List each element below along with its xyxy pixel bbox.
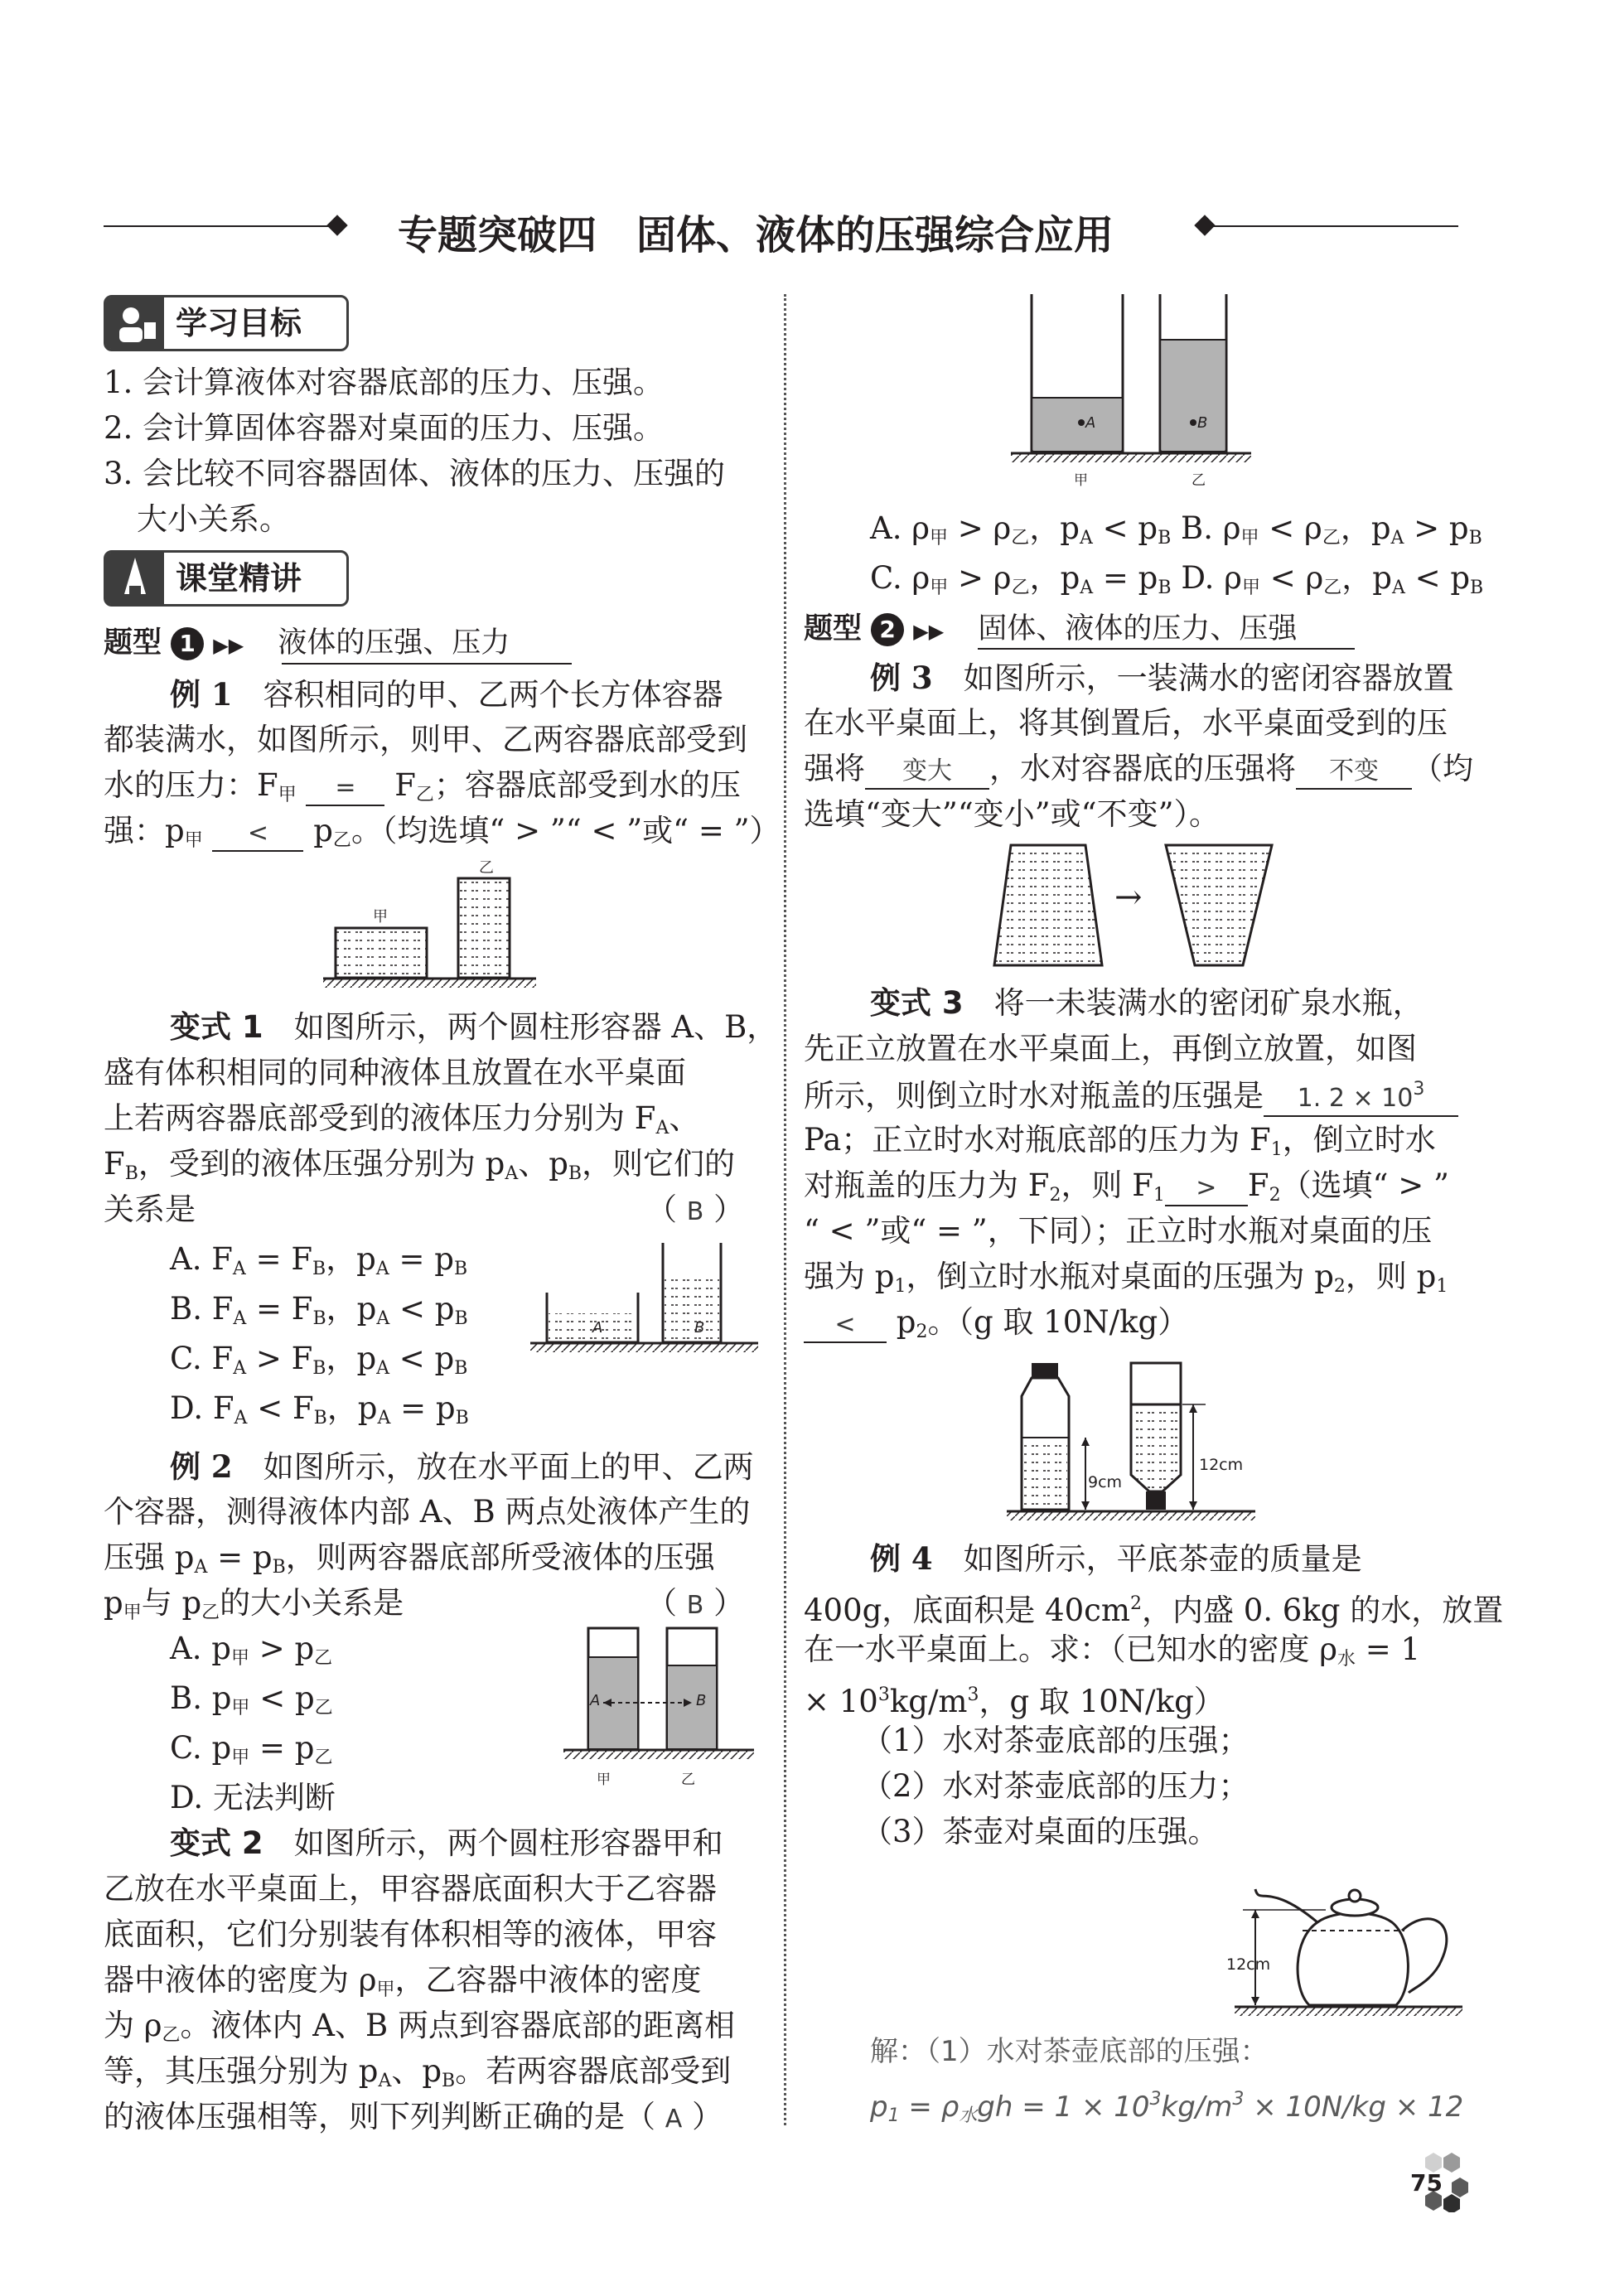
- type2-underline: [978, 648, 1355, 650]
- var2-head: 变式 2: [170, 1825, 263, 1861]
- objective-1: 1. 会计算液体对容器底部的压力、压强。: [104, 365, 665, 400]
- title-rule-right: [1206, 225, 1458, 227]
- var2-label-jia: 甲: [1074, 472, 1088, 489]
- ex1-line2: 都装满水，如图所示，则甲、乙两容器底部受到: [104, 722, 747, 757]
- ex1-answer-2: <: [212, 817, 303, 852]
- var2-figure: [1011, 290, 1259, 472]
- ex2-label-a: A: [590, 1692, 601, 1709]
- var2-line7: 的液体压强相等，则下列判断正确的是（ A ）: [104, 2099, 723, 2134]
- column-divider: [784, 294, 786, 2125]
- ex4-q2: （2）水对茶壶底部的压力；: [862, 1768, 1250, 1804]
- pencil-icon: [106, 553, 164, 604]
- ex2-option-b: B. $p_甲 < p_乙$: [170, 1680, 333, 1718]
- question-type-title: 固体、液体的压力、压强: [978, 612, 1298, 645]
- var3-head: 变式 3: [870, 985, 964, 1021]
- var1-figure: [530, 1235, 762, 1359]
- ex3-arrow-icon: →: [1114, 878, 1143, 916]
- var2-line5: 为 $\rho_乙$。液体内 A、B 两点到容器底部的距离相: [104, 2008, 735, 2046]
- var3-line5: 对瓶盖的压力为 $F_2$，则 $F_1 > F_2$（选填“ > ”: [804, 1167, 1449, 1206]
- ex4-line3: 在一水平桌面上。求：（已知水的密度 $\rho_水 = 1$: [804, 1631, 1421, 1670]
- ex1-label-jia: 甲: [373, 908, 388, 926]
- lecture-tag-label: 课堂精讲: [176, 560, 302, 597]
- question-type-title: 液体的压强、压力: [278, 626, 510, 660]
- page-number: 75: [1410, 2169, 1443, 2197]
- double-arrow-icon: ▶▶: [913, 620, 945, 643]
- ex1-figure: [319, 862, 543, 994]
- var3-label-9cm: 9cm: [1088, 1473, 1123, 1491]
- ex3-line1: 例 3 如图所示，一装满水的密闭容器放置: [870, 660, 1454, 696]
- var3-answer-3: <: [804, 1308, 887, 1343]
- ex4-line1: 例 4 如图所示，平底茶壶的质量是: [870, 1540, 1362, 1577]
- var2-label-a: A: [1085, 414, 1096, 432]
- var3-answer-2: >: [1165, 1172, 1248, 1206]
- var3-line2: 先正立放置在水平桌面上，再倒立放置，如图: [804, 1031, 1417, 1066]
- ex2-line2: 个容器，测得液体内部 A、B 两点处液体产生的: [104, 1494, 751, 1530]
- var1-line2: 盛有体积相同的同种液体且放置在水平桌面: [104, 1055, 686, 1090]
- solution-line1: 解：（1）水对茶壶底部的压强：: [870, 2035, 1269, 2068]
- question-type-label: 题型: [104, 626, 162, 660]
- title-diamond-left: [326, 215, 347, 235]
- page-title: 专题突破四 固体、液体的压强综合应用: [398, 212, 1114, 259]
- objective-2: 2. 会计算固体容器对桌面的压力、压强。: [104, 410, 665, 446]
- var1-line5: 关系是: [104, 1192, 196, 1227]
- ex4-q3: （3）茶壶对桌面的压强。: [862, 1814, 1219, 1849]
- var1-label-a: A: [592, 1319, 603, 1337]
- ex1-head: 例 1: [170, 676, 233, 713]
- objective-3-cont: 大小关系。: [137, 501, 290, 537]
- var3-line4: Pa；正立时水对瓶底部的压力为 $F_1$，倒立时水: [804, 1122, 1436, 1160]
- ex3-line3: 强将 变大 ，水对容器底的压强将 不变 （均: [804, 747, 1473, 790]
- teapot-figure: [1235, 1856, 1467, 2022]
- ex2-label-yi: 乙: [681, 1772, 695, 1788]
- var1-option-d: D. $F_A < F_B$，$p_A = p_B$: [170, 1390, 469, 1428]
- var1-line1: 变式 1 如图所示，两个圆柱形容器 A、B，: [170, 1009, 778, 1045]
- ex1-line4: 强：$p_甲 < p_乙$。（均选填“ > ”“ < ”或“ = ”）: [104, 813, 781, 851]
- var3-label-12cm: 12cm: [1199, 1456, 1244, 1474]
- ex4-line4: × $10^3kg/m^3$，g 取 10N/kg）: [804, 1684, 1225, 1719]
- var1-option-c: C. $F_A > F_B$，$p_A < p_B$: [170, 1341, 468, 1379]
- question-type-number: 1: [171, 627, 204, 660]
- ex2-line4: $p_甲$与 $p_乙$的大小关系是: [104, 1585, 404, 1623]
- var1-option-b: B. $F_A = F_B$，$p_A < p_B$: [170, 1291, 468, 1329]
- var2-line6: 等，其压强分别为 $p_A$、$p_B$。若两容器底部受到: [104, 2053, 732, 2091]
- var1-option-a: A. $F_A = F_B$，$p_A = p_B$: [170, 1241, 468, 1279]
- var2-line2: 乙放在水平桌面上，甲容器底面积大于乙容器: [104, 1871, 717, 1907]
- objective-3: 3. 会比较不同容器固体、液体的压力、压强的: [104, 456, 726, 491]
- solution-line2: $p_1 = \rho_水gh = 1 \times 10^3kg/m^3 \times 10N/kg \times 12$: [870, 2089, 1464, 2126]
- title-rule-left: [104, 225, 336, 227]
- student-icon: [106, 297, 164, 349]
- var1-label-b: B: [694, 1319, 705, 1337]
- ex4-q1: （1）水对茶壶底部的压强；: [862, 1723, 1250, 1758]
- ex2-label-jia: 甲: [597, 1772, 611, 1788]
- double-arrow-icon: ▶▶: [213, 634, 244, 657]
- ex3-line2: 在水平桌面上，将其倒置后，水平桌面受到的压: [804, 705, 1448, 741]
- var3-answer-1: 1. $2 \times 10^3$: [1264, 1073, 1458, 1117]
- teapot-label-12cm: 12cm: [1226, 1955, 1271, 1974]
- var1-line4: $F_B$，受到的液体压强分别为 $p_A$、$p_B$，则它们的: [104, 1146, 736, 1184]
- var3-figure: [1007, 1359, 1264, 1525]
- ex3-answer-1: 变大: [865, 755, 989, 790]
- var3-line1: 变式 3 将一未装满水的密闭矿泉水瓶，: [870, 985, 1424, 1021]
- ex2-line3: 压强 $p_A = p_B$，则两容器底部所受液体的压强: [104, 1540, 715, 1578]
- objectives-tag: [104, 295, 349, 351]
- var2-line3: 底面积，它们分别装有体积相等的液体，甲容: [104, 1917, 717, 1952]
- var2-options-line1: A. $\rho_甲 > \rho_乙$，$p_A < p_B$ B. $\rho_甲 < \rho_乙$，$p_A > p_B$: [870, 510, 1482, 549]
- ex1-line3: 水的压力：$F_甲 = F_乙$；容器底部受到水的压: [104, 767, 741, 805]
- ex2-option-c: C. $p_甲 = p_乙$: [170, 1730, 333, 1768]
- question-type-1: [104, 623, 510, 665]
- ex2-option-d: D. 无法判断: [170, 1780, 336, 1815]
- var2-options-line2: C. $\rho_甲 > \rho_乙$，$p_A = p_B$ D. $\rho_甲 < \rho_乙$，$p_A < p_B$: [870, 560, 1484, 598]
- var3-line8: < $p_2$。（g 取 10N/kg）: [804, 1301, 1188, 1354]
- var2-line4: 器中液体的密度为 $\rho_甲$，乙容器中液体的密度: [104, 1962, 702, 2000]
- ex1-answer-1: =: [306, 771, 384, 806]
- ex2-head: 例 2: [170, 1448, 233, 1485]
- type1-underline: [282, 663, 572, 665]
- var1-line3: 上若两容器底部受到的液体压力分别为 $F_A$、: [104, 1100, 700, 1138]
- ex1-line1: 例 1 容积相同的甲、乙两个长方体容器: [170, 676, 723, 713]
- objectives-tag-label: 学习目标: [176, 305, 302, 341]
- ex3-line4: 选填“变大”“变小”或“不变”）。: [804, 796, 1220, 832]
- var2-label-b: B: [1197, 414, 1208, 432]
- var1-head: 变式 1: [170, 1009, 263, 1045]
- var2-answer: A: [665, 2105, 683, 2134]
- ex2-label-b: B: [696, 1692, 707, 1709]
- var3-line7: 强为 $p_1$，倒立时水瓶对桌面的压强为 $p_2$，则 $p_1$: [804, 1259, 1448, 1297]
- var3-line3: 所示，则倒立时水对瓶盖的压强是 1. $2 \times 10^3$: [804, 1073, 1458, 1118]
- var2-line1: 变式 2 如图所示，两个圆柱形容器甲和: [170, 1825, 723, 1861]
- var2-label-yi: 乙: [1192, 472, 1206, 489]
- lecture-tag: [104, 550, 349, 607]
- ex2-line1: 例 2 如图所示，放在水平面上的甲、乙两: [170, 1448, 754, 1485]
- ex4-head: 例 4: [870, 1540, 933, 1577]
- question-type-number: 2: [871, 613, 904, 646]
- question-type-2: [804, 609, 1297, 651]
- var1-answer: （ B ）: [646, 1192, 745, 1227]
- ex3-answer-2: 不变: [1296, 755, 1412, 790]
- question-type-label: 题型: [804, 612, 863, 645]
- ex1-label-yi: 乙: [479, 859, 494, 877]
- ex2-answer: （ B ）: [646, 1585, 745, 1621]
- ex3-head: 例 3: [870, 660, 933, 696]
- var3-line6: “ < ”或“ = ”，下同）；正立时水瓶对桌面的压: [804, 1213, 1433, 1249]
- ex2-option-a: A. $p_甲 > p_乙$: [170, 1631, 333, 1669]
- ex4-line2: 400g，底面积是 $40cm^2$，内盛 0. 6kg 的水，放置: [804, 1593, 1504, 1628]
